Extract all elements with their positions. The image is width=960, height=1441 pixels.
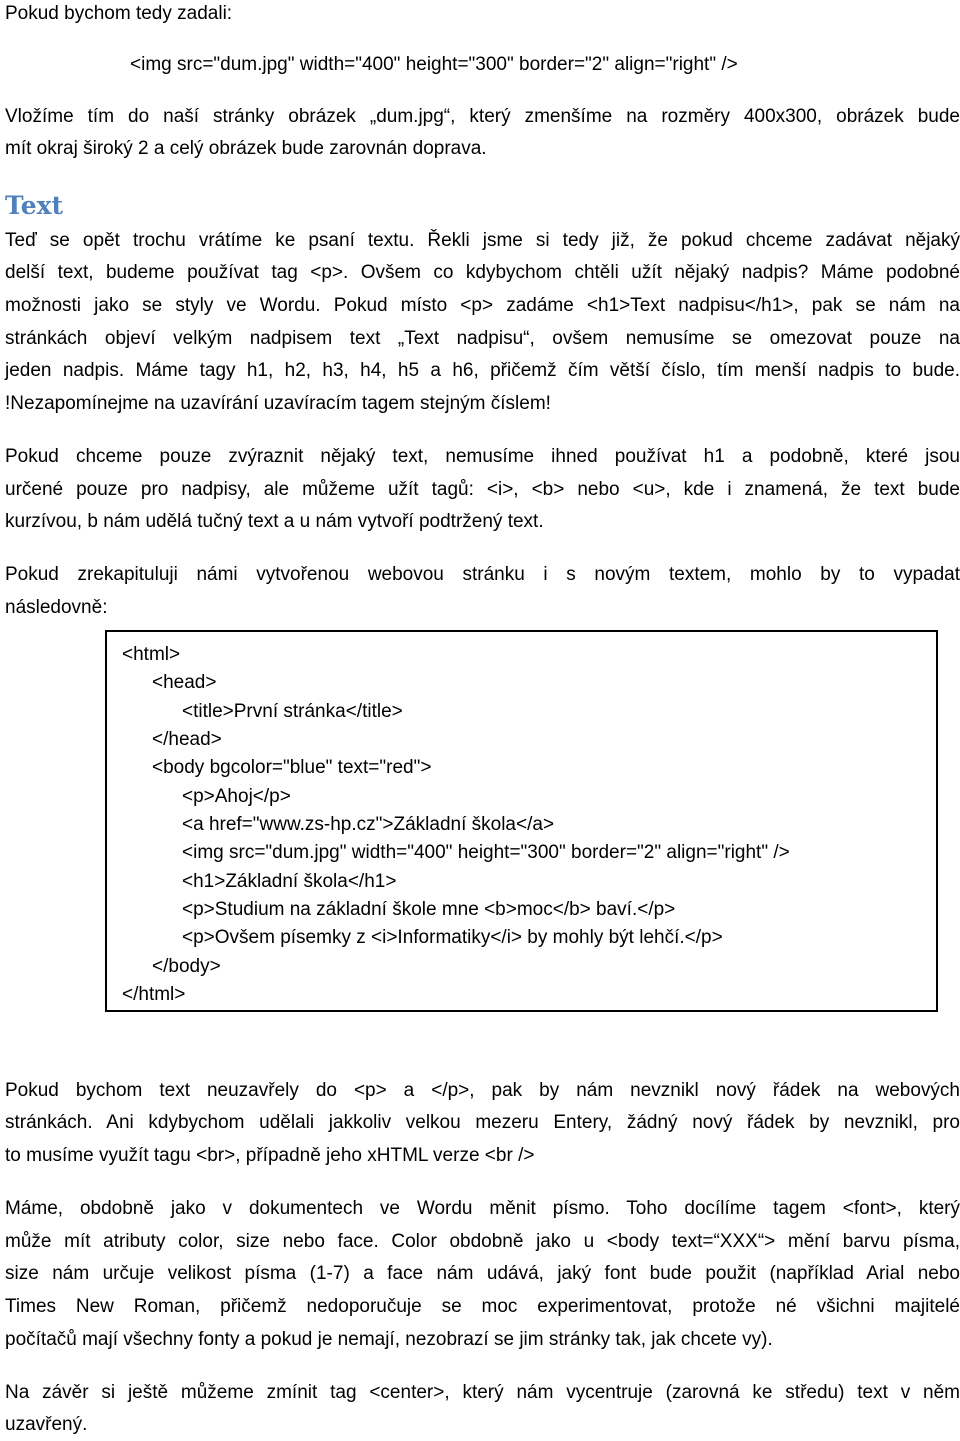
paragraph-line: určené pouze pro nadpisy, ale můžeme užít tagů: <i>, <b> nebo <u>, kde i znamená, že text bude xyxy=(5,479,960,500)
code-block xyxy=(105,630,938,1012)
code-line: </body> xyxy=(152,956,221,977)
paragraph-line: Pokud zrekapituluji námi vytvořenou webovou stránku i s novým textem, mohlo by to vypadat xyxy=(5,564,960,585)
intro-line: Pokud bychom tedy zadali: xyxy=(5,3,233,24)
paragraph-line: Na závěr si ještě můžeme zmínit tag <center>, který nám vycentruje (zarovná ke středu) text v něm xyxy=(5,1382,960,1403)
paragraph-line: to musíme využít tagu <br>, případně jeho xHTML verze <br /> xyxy=(5,1145,535,1166)
paragraph-line: Pokud bychom text neuzavřely do <p> a </p>, pak by nám nevznikl nový řádek na webových xyxy=(5,1080,960,1101)
code-line: <p>Ovšem písemky z <i>Informatiky</i> by mohly být lehčí.</p> xyxy=(182,927,723,948)
code-line: <h1>Základní škola</h1> xyxy=(182,871,397,892)
code-line: <p>Studium na základní škole mne <b>moc</b> baví.</p> xyxy=(182,899,676,920)
paragraph-line: stránkách. Ani kdybychom udělali jakkoliv velkou mezeru Entery, žádný nový řádek by nevznikl, pro xyxy=(5,1112,960,1133)
explain-line: mít okraj široký 2 a celý obrázek bude zarovnán doprava. xyxy=(5,138,487,159)
code-line: <head> xyxy=(152,672,217,693)
paragraph-line: size nám určuje velikost písma (1-7) a face nám udává, jaký font bude použit (například Arial nebo xyxy=(5,1263,960,1284)
section-heading: Text xyxy=(5,191,64,220)
paragraph-line: Máme, obdobně jako v dokumentech ve Wordu měnit písmo. Toho docílíme tagem <font>, který xyxy=(5,1198,960,1219)
code-line: <body bgcolor="blue" text="red"> xyxy=(152,757,432,778)
code-line: <title>První stránka</title> xyxy=(182,701,403,722)
paragraph-line: Teď se opět trochu vrátíme ke psaní textu. Řekli jsme si tedy již, že pokud chceme zadávat nějaký xyxy=(5,230,960,251)
code-line: <html> xyxy=(122,644,181,665)
paragraph-line: následovně: xyxy=(5,597,108,618)
paragraph-line: Times New Roman, přičemž nedoporučuje se moc experimentovat, protože né všichni majitelé xyxy=(5,1296,960,1317)
code-line: </head> xyxy=(152,729,222,750)
code-line: <img src="dum.jpg" width="400" height="300" border="2" align="right" /> xyxy=(182,842,790,863)
paragraph-line: kurzívou, b nám udělá tučný text a u nám vytvoří podtržený text. xyxy=(5,511,544,532)
paragraph-line: !Nezapomínejme na uzavírání uzavíracím tagem stejným číslem! xyxy=(5,393,551,414)
paragraph-line: počítačů mají všechny fonty a pokud je nemají, nezobrazí se jim stránky tak, jak chcete vy). xyxy=(5,1329,773,1350)
code-line: <p>Ahoj</p> xyxy=(182,786,291,807)
paragraph-line: může mít atributy color, size nebo face. Color obdobně jako u <body text=“XXX“> mění barvu písma, xyxy=(5,1231,960,1252)
paragraph-line: delší text, budeme používat tag <p>. Ovšem co kdybychom chtěli užít nějaký nadpis? Máme podobné xyxy=(5,262,960,283)
paragraph-line: Pokud chceme pouze zvýraznit nějaký text, nemusíme ihned používat h1 a podobně, které jsou xyxy=(5,446,960,467)
paragraph-line: uzavřený. xyxy=(5,1414,88,1435)
paragraph-line: stránkách objeví velkým nadpisem text „Text nadpisu“, ovšem nemusíme se omezovat pouze na xyxy=(5,328,960,349)
code-line: <a href="www.zs-hp.cz">Základní škola</a> xyxy=(182,814,555,835)
paragraph-line: možnosti jako se styly ve Wordu. Pokud místo <p> zadáme <h1>Text nadpisu</h1>, pak se nám na xyxy=(5,295,960,316)
code-line: </html> xyxy=(122,984,186,1005)
code-example-line: <img src="dum.jpg" width="400" height="300" border="2" align="right" /> xyxy=(130,54,738,75)
paragraph-line: jeden nadpis. Máme tagy h1, h2, h3, h4, h5 a h6, přičemž čím větší číslo, tím menší nadpis to bude. xyxy=(5,360,960,381)
explain-line: Vložíme tím do naší stránky obrázek „dum.jpg“, který zmenšíme na rozměry 400x300, obrázek bude xyxy=(5,106,960,127)
